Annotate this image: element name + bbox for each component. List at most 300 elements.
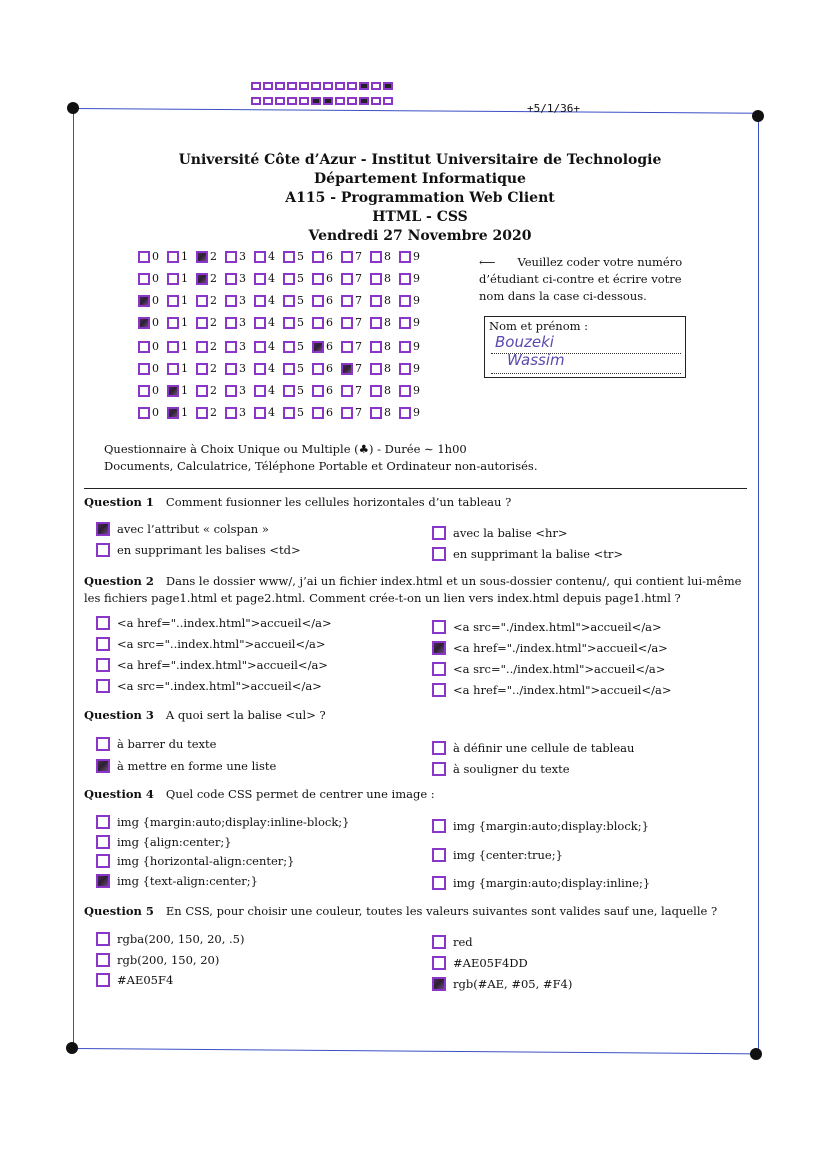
digit-label: 7 <box>355 384 362 397</box>
digit-label: 7 <box>355 362 362 375</box>
student-grid-cell <box>283 406 312 419</box>
answer-option[interactable] <box>96 953 219 967</box>
student-grid-cell <box>399 294 428 307</box>
digit-label: 5 <box>297 362 304 375</box>
student-grid-cell <box>399 340 428 353</box>
answer-checkbox[interactable] <box>432 977 446 991</box>
answer-option[interactable] <box>96 815 350 829</box>
answer-option[interactable] <box>432 977 572 991</box>
digit-checkbox[interactable] <box>312 295 324 307</box>
digit-checkbox[interactable] <box>283 317 295 329</box>
name-line-2 <box>491 373 681 374</box>
digit-label: 7 <box>355 340 362 353</box>
digit-checkbox[interactable] <box>167 317 179 329</box>
digit-label: 3 <box>239 250 246 263</box>
answer-checkbox[interactable] <box>432 662 446 676</box>
digit-label: 2 <box>210 406 217 419</box>
student-grid-row <box>138 294 428 307</box>
digit-label: 0 <box>152 316 159 329</box>
digit-label: 8 <box>384 362 391 375</box>
digit-checkbox[interactable] <box>254 363 266 375</box>
answer-label: rgb(#AE, #05, #F4) <box>453 977 573 991</box>
answer-option[interactable] <box>96 973 173 987</box>
digit-checkbox[interactable] <box>254 273 266 285</box>
digit-checkbox[interactable] <box>370 317 382 329</box>
student-grid-cell <box>399 362 428 375</box>
student-grid-cell <box>283 272 312 285</box>
digit-checkbox[interactable] <box>399 385 411 397</box>
qcm-note-line-1: Questionnaire à Choix Unique ou Multiple (♣) - Durée ∼ 1h00 <box>104 442 467 456</box>
digit-checkbox[interactable] <box>225 273 237 285</box>
student-grid-cell <box>225 272 254 285</box>
digit-label: 1 <box>181 294 188 307</box>
question-text: En CSS, pour choisir une couleur, toutes les valeurs suivantes sont valides sauf une, laquelle ? <box>165 904 718 918</box>
student-grid-cell <box>225 250 254 263</box>
digit-checkbox[interactable] <box>341 407 353 419</box>
name-box[interactable] <box>484 316 686 378</box>
digit-checkbox[interactable] <box>341 341 353 353</box>
digit-checkbox[interactable] <box>399 407 411 419</box>
digit-label: 1 <box>181 316 188 329</box>
digit-checkbox[interactable] <box>283 363 295 375</box>
digit-checkbox[interactable] <box>196 295 208 307</box>
digit-label: 8 <box>384 272 391 285</box>
student-grid-cell <box>370 406 399 419</box>
digit-label: 4 <box>268 406 275 419</box>
student-grid-cell <box>138 384 167 397</box>
digit-checkbox[interactable] <box>225 317 237 329</box>
digit-label: 7 <box>355 406 362 419</box>
digit-checkbox[interactable] <box>225 251 237 263</box>
digit-checkbox[interactable] <box>370 295 382 307</box>
digit-label: 5 <box>297 406 304 419</box>
student-grid-row <box>138 362 428 375</box>
arrow-left-icon: ⟵ <box>479 255 496 269</box>
digit-label: 2 <box>210 272 217 285</box>
digit-label: 2 <box>210 384 217 397</box>
digit-label: 9 <box>413 250 420 263</box>
name-label: Nom et prénom : <box>489 319 589 333</box>
qcm-note <box>104 441 537 475</box>
digit-checkbox[interactable] <box>225 295 237 307</box>
header <box>70 151 770 246</box>
digit-label: 2 <box>210 316 217 329</box>
digit-label: 5 <box>297 272 304 285</box>
digit-label: 6 <box>326 316 333 329</box>
answer-option[interactable] <box>432 547 623 561</box>
digit-checkbox[interactable] <box>254 317 266 329</box>
digit-checkbox[interactable] <box>370 273 382 285</box>
student-grid-cell <box>399 250 428 263</box>
answer-checkbox[interactable] <box>96 953 110 967</box>
digit-checkbox[interactable] <box>196 317 208 329</box>
student-grid-cell <box>167 316 196 329</box>
digit-checkbox[interactable] <box>225 385 237 397</box>
answer-checkbox[interactable] <box>96 522 110 536</box>
digit-checkbox[interactable] <box>196 385 208 397</box>
digit-checkbox[interactable] <box>283 407 295 419</box>
student-grid-cell <box>312 316 341 329</box>
answer-checkbox[interactable] <box>96 835 110 849</box>
answer-option[interactable] <box>432 741 634 755</box>
digit-label: 9 <box>413 362 420 375</box>
question-number: Question 5 <box>84 904 154 918</box>
digit-checkbox[interactable] <box>341 273 353 285</box>
question-text: Quel code CSS permet de centrer une image : <box>165 787 435 801</box>
answer-label: img {margin:auto;display:inline-block;} <box>117 815 350 829</box>
student-grid-cell <box>312 340 341 353</box>
digit-checkbox[interactable] <box>196 251 208 263</box>
top-code-row-2 <box>251 97 395 105</box>
digit-label: 2 <box>210 362 217 375</box>
handwritten-surname: Bouzeki <box>495 333 554 351</box>
answer-checkbox[interactable] <box>96 616 110 630</box>
digit-checkbox[interactable] <box>138 273 150 285</box>
student-grid-cell <box>283 250 312 263</box>
top-code-row-1 <box>251 82 395 90</box>
student-grid-row <box>138 384 428 397</box>
student-grid-cell <box>196 272 225 285</box>
answer-option[interactable] <box>96 874 258 888</box>
answer-option[interactable] <box>432 641 668 655</box>
digit-checkbox[interactable] <box>312 251 324 263</box>
answer-label: rgb(200, 150, 20) <box>117 953 220 967</box>
answer-option[interactable] <box>96 616 332 630</box>
question-2-prompt <box>84 573 752 607</box>
answer-checkbox[interactable] <box>96 759 110 773</box>
digit-checkbox[interactable] <box>196 363 208 375</box>
answer-label: #AE05F4DD <box>453 956 528 970</box>
digit-checkbox[interactable] <box>167 251 179 263</box>
answer-option[interactable] <box>432 819 649 833</box>
student-grid-cell <box>283 294 312 307</box>
answer-checkbox[interactable] <box>96 737 110 751</box>
answer-checkbox[interactable] <box>432 641 446 655</box>
digit-checkbox[interactable] <box>138 317 150 329</box>
digit-label: 6 <box>326 362 333 375</box>
answer-option[interactable] <box>432 526 568 540</box>
answer-checkbox[interactable] <box>96 973 110 987</box>
digit-checkbox[interactable] <box>167 341 179 353</box>
answer-option[interactable] <box>432 848 563 862</box>
digit-label: 9 <box>413 316 420 329</box>
digit-checkbox[interactable] <box>341 385 353 397</box>
student-grid-cell <box>254 272 283 285</box>
answer-checkbox[interactable] <box>432 819 446 833</box>
question-4-prompt <box>84 786 752 803</box>
answer-checkbox[interactable] <box>432 620 446 634</box>
frame-bottom <box>73 1048 757 1054</box>
answer-checkbox[interactable] <box>96 637 110 651</box>
digit-label: 1 <box>181 362 188 375</box>
student-grid-cell <box>341 316 370 329</box>
answer-option[interactable] <box>432 620 662 634</box>
student-grid-cell <box>283 362 312 375</box>
student-grid-cell <box>254 340 283 353</box>
digit-checkbox[interactable] <box>254 341 266 353</box>
answer-checkbox[interactable] <box>432 762 446 776</box>
digit-label: 5 <box>297 294 304 307</box>
digit-checkbox[interactable] <box>341 295 353 307</box>
student-grid-cell <box>341 406 370 419</box>
answer-option[interactable] <box>432 956 528 970</box>
digit-label: 8 <box>384 340 391 353</box>
digit-checkbox[interactable] <box>283 251 295 263</box>
answer-checkbox[interactable] <box>96 658 110 672</box>
digit-checkbox[interactable] <box>225 341 237 353</box>
digit-label: 5 <box>297 340 304 353</box>
digit-checkbox[interactable] <box>312 385 324 397</box>
student-grid-row <box>138 406 428 419</box>
digit-checkbox[interactable] <box>341 251 353 263</box>
student-grid-cell <box>370 294 399 307</box>
question-text: Dans le dossier www/, j’ai un fichier index.html et un sous-dossier contenu/, qui contient lui-même les fichiers page1.html et page2.html. Comment crée-t-on un lien vers index.html depuis page1.html ? <box>84 574 742 605</box>
answer-label: avec l’attribut « colspan » <box>117 522 269 536</box>
answer-label: img {center:true;} <box>453 848 563 862</box>
student-grid-cell <box>370 362 399 375</box>
course-title: A115 - Programmation Web Client <box>285 190 555 206</box>
answer-checkbox[interactable] <box>432 876 446 890</box>
digit-checkbox[interactable] <box>399 363 411 375</box>
digit-label: 8 <box>384 250 391 263</box>
digit-label: 7 <box>355 250 362 263</box>
answer-checkbox[interactable] <box>432 848 446 862</box>
digit-checkbox[interactable] <box>399 251 411 263</box>
answer-checkbox[interactable] <box>432 741 446 755</box>
answer-checkbox[interactable] <box>96 854 110 868</box>
digit-checkbox[interactable] <box>370 251 382 263</box>
digit-label: 9 <box>413 384 420 397</box>
answer-checkbox[interactable] <box>96 874 110 888</box>
answer-label: <a href=".index.html">accueil</a> <box>117 658 328 672</box>
answer-label: <a src="./index.html">accueil</a> <box>453 620 662 634</box>
student-grid-cell <box>341 384 370 397</box>
answer-option[interactable] <box>432 762 570 776</box>
digit-checkbox[interactable] <box>341 317 353 329</box>
digit-label: 5 <box>297 316 304 329</box>
answer-label: <a src=".index.html">accueil</a> <box>117 679 322 693</box>
digit-checkbox[interactable] <box>138 407 150 419</box>
student-grid-cell <box>370 316 399 329</box>
answer-option[interactable] <box>432 662 665 676</box>
digit-label: 7 <box>355 272 362 285</box>
question-text: A quoi sert la balise <ul> ? <box>165 708 326 722</box>
answer-checkbox[interactable] <box>432 956 446 970</box>
digit-label: 1 <box>181 250 188 263</box>
student-grid-cell <box>196 362 225 375</box>
student-grid-cell <box>225 406 254 419</box>
student-grid-cell <box>341 272 370 285</box>
student-grid-cell <box>138 272 167 285</box>
digit-checkbox[interactable] <box>167 295 179 307</box>
digit-label: 2 <box>210 294 217 307</box>
answer-checkbox[interactable] <box>432 547 446 561</box>
digit-checkbox[interactable] <box>341 363 353 375</box>
digit-checkbox[interactable] <box>283 273 295 285</box>
answer-option[interactable] <box>96 679 322 693</box>
student-grid-cell <box>312 272 341 285</box>
digit-label: 7 <box>355 294 362 307</box>
digit-label: 8 <box>384 294 391 307</box>
digit-checkbox[interactable] <box>283 341 295 353</box>
answer-option[interactable] <box>96 835 232 849</box>
student-grid-row <box>138 316 428 329</box>
digit-checkbox[interactable] <box>167 363 179 375</box>
digit-checkbox[interactable] <box>399 295 411 307</box>
digit-label: 3 <box>239 272 246 285</box>
digit-label: 0 <box>152 340 159 353</box>
digit-label: 3 <box>239 316 246 329</box>
student-grid-cell <box>312 384 341 397</box>
digit-checkbox[interactable] <box>254 295 266 307</box>
answer-checkbox[interactable] <box>432 935 446 949</box>
answer-checkbox[interactable] <box>96 679 110 693</box>
digit-label: 1 <box>181 340 188 353</box>
answer-label: img {align:center;} <box>117 835 232 849</box>
digit-checkbox[interactable] <box>254 385 266 397</box>
student-grid-cell <box>370 250 399 263</box>
digit-checkbox[interactable] <box>225 407 237 419</box>
digit-label: 0 <box>152 406 159 419</box>
answer-option[interactable] <box>96 759 276 773</box>
digit-checkbox[interactable] <box>167 407 179 419</box>
digit-checkbox[interactable] <box>312 273 324 285</box>
answer-option[interactable] <box>96 854 294 868</box>
answer-option[interactable] <box>96 737 216 751</box>
answer-label: à barrer du texte <box>117 737 217 751</box>
digit-checkbox[interactable] <box>196 273 208 285</box>
digit-checkbox[interactable] <box>138 341 150 353</box>
digit-checkbox[interactable] <box>370 341 382 353</box>
answer-option[interactable] <box>96 637 325 651</box>
answer-option[interactable] <box>432 935 473 949</box>
digit-checkbox[interactable] <box>225 363 237 375</box>
digit-label: 3 <box>239 384 246 397</box>
student-grid-cell <box>167 384 196 397</box>
digit-label: 1 <box>181 384 188 397</box>
digit-label: 4 <box>268 340 275 353</box>
student-grid-cell <box>254 250 283 263</box>
digit-checkbox[interactable] <box>167 273 179 285</box>
digit-label: 8 <box>384 406 391 419</box>
qcm-note-line-2: Documents, Calculatrice, Téléphone Portable et Ordinateur non-autorisés. <box>104 459 538 473</box>
digit-checkbox[interactable] <box>254 251 266 263</box>
digit-checkbox[interactable] <box>312 407 324 419</box>
answer-option[interactable] <box>96 658 328 672</box>
digit-label: 0 <box>152 250 159 263</box>
digit-checkbox[interactable] <box>399 273 411 285</box>
digit-label: 9 <box>413 272 420 285</box>
student-grid-cell <box>370 340 399 353</box>
digit-label: 9 <box>413 294 420 307</box>
digit-checkbox[interactable] <box>312 341 324 353</box>
answer-label: rgba(200, 150, 20, .5) <box>117 932 245 946</box>
answer-label: <a href="./index.html">accueil</a> <box>453 641 668 655</box>
digit-checkbox[interactable] <box>138 251 150 263</box>
question-5-prompt <box>84 903 752 920</box>
answer-label: en supprimant la balise <tr> <box>453 547 624 561</box>
answer-option[interactable] <box>96 932 245 946</box>
student-grid-cell <box>283 384 312 397</box>
question-number: Question 3 <box>84 708 154 722</box>
digit-label: 4 <box>268 294 275 307</box>
digit-checkbox[interactable] <box>312 363 324 375</box>
digit-label: 6 <box>326 340 333 353</box>
student-grid-cell <box>196 294 225 307</box>
digit-label: 4 <box>268 250 275 263</box>
question-number: Question 1 <box>84 495 154 509</box>
answer-option[interactable] <box>96 522 269 536</box>
student-grid-cell <box>225 294 254 307</box>
student-grid-cell <box>312 294 341 307</box>
digit-checkbox[interactable] <box>399 341 411 353</box>
answer-label: en supprimant les balises <td> <box>117 543 301 557</box>
instructions-text: Veuillez coder votre numéro d’étudiant ci-contre et écrire votre nom dans la case ci-dessous. <box>479 255 683 303</box>
subject-title: HTML - CSS <box>372 209 468 225</box>
digit-checkbox[interactable] <box>138 385 150 397</box>
student-grid-cell <box>167 406 196 419</box>
digit-checkbox[interactable] <box>254 407 266 419</box>
digit-checkbox[interactable] <box>138 295 150 307</box>
student-grid-cell <box>167 362 196 375</box>
answer-checkbox[interactable] <box>432 683 446 697</box>
question-1-prompt <box>84 494 752 511</box>
student-grid-cell <box>254 406 283 419</box>
student-grid-cell <box>138 316 167 329</box>
digit-label: 6 <box>326 272 333 285</box>
digit-label: 3 <box>239 362 246 375</box>
answer-label: <a href="..index.html">accueil</a> <box>117 616 332 630</box>
corner-dot-tr <box>752 110 764 122</box>
answer-checkbox[interactable] <box>96 932 110 946</box>
digit-checkbox[interactable] <box>370 385 382 397</box>
student-grid-cell <box>254 316 283 329</box>
digit-label: 3 <box>239 294 246 307</box>
student-grid-cell <box>196 406 225 419</box>
answer-checkbox[interactable] <box>96 815 110 829</box>
corner-dot-tl <box>67 102 79 114</box>
answer-option[interactable] <box>432 683 671 697</box>
digit-label: 0 <box>152 384 159 397</box>
corner-dot-bl <box>66 1042 78 1054</box>
digit-label: 9 <box>413 406 420 419</box>
answer-label: red <box>453 935 473 949</box>
digit-label: 6 <box>326 294 333 307</box>
department-title: Département Informatique <box>314 171 526 187</box>
digit-checkbox[interactable] <box>283 385 295 397</box>
student-grid-cell <box>254 362 283 375</box>
student-grid-cell <box>138 250 167 263</box>
answer-option[interactable] <box>432 876 650 890</box>
digit-checkbox[interactable] <box>196 341 208 353</box>
student-grid-cell <box>341 294 370 307</box>
digit-checkbox[interactable] <box>283 295 295 307</box>
answer-option[interactable] <box>96 543 301 557</box>
digit-checkbox[interactable] <box>196 407 208 419</box>
student-grid-cell <box>167 294 196 307</box>
digit-checkbox[interactable] <box>370 363 382 375</box>
digit-checkbox[interactable] <box>399 317 411 329</box>
answer-checkbox[interactable] <box>432 526 446 540</box>
digit-checkbox[interactable] <box>312 317 324 329</box>
question-text: Comment fusionner les cellules horizontales d’un tableau ? <box>165 495 512 509</box>
answer-checkbox[interactable] <box>96 543 110 557</box>
digit-checkbox[interactable] <box>138 363 150 375</box>
page-id: +5/1/36+ <box>527 102 580 115</box>
student-grid-cell <box>254 294 283 307</box>
digit-checkbox[interactable] <box>370 407 382 419</box>
digit-checkbox[interactable] <box>167 385 179 397</box>
